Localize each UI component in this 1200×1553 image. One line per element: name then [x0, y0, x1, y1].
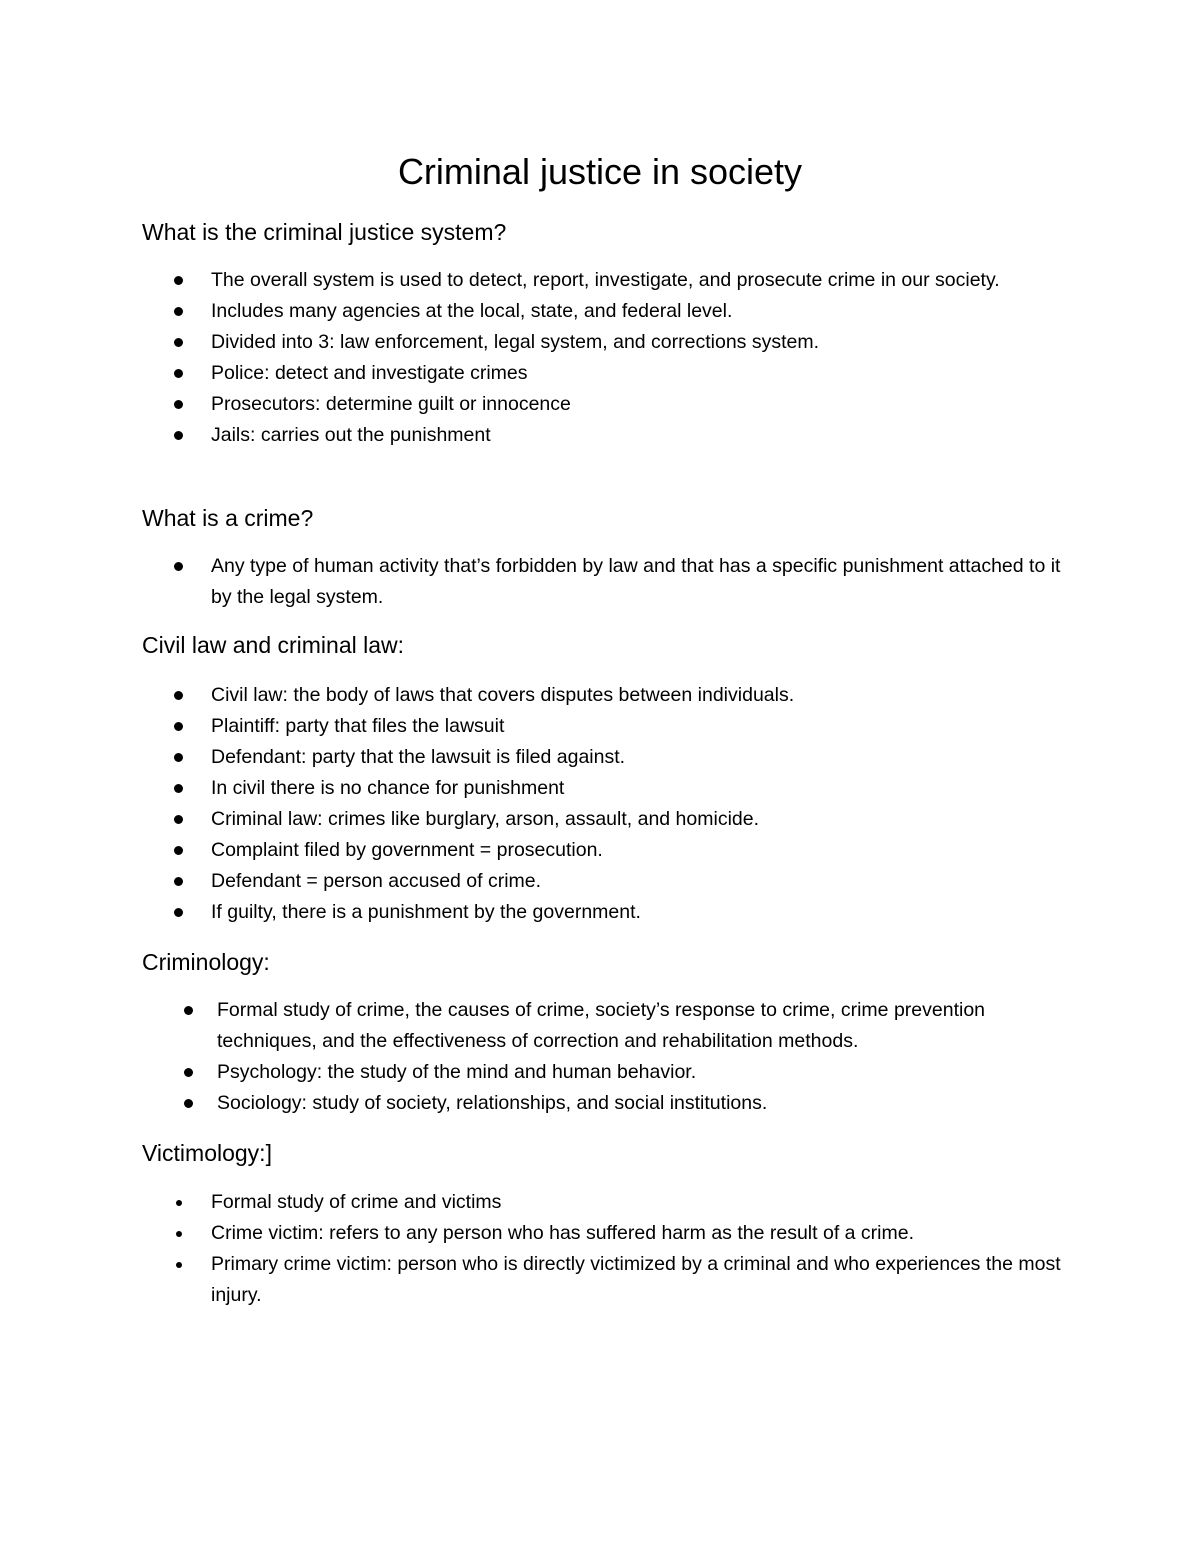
bullet-icon [184, 1099, 193, 1108]
bullet-list [0, 265, 1071, 451]
list-item-text: Defendant = person accused of crime. [211, 870, 542, 892]
list-item [0, 897, 1071, 928]
bullet-icon [174, 877, 183, 886]
bullet-icon [174, 722, 183, 731]
bullet-icon [176, 1262, 182, 1268]
list-item-text: Primary crime victim: person who is directly victimized by a criminal and who experiences the most injury. [211, 1253, 1061, 1306]
list-item [0, 327, 1071, 358]
list-item-text: Police: detect and investigate crimes [211, 362, 528, 384]
list-item-text: Complaint filed by government = prosecution. [211, 839, 603, 861]
list-item [0, 1249, 1071, 1311]
list-item [0, 711, 1071, 742]
bullet-icon [174, 562, 183, 571]
document-title: Criminal justice in society [397, 151, 803, 192]
section-heading: Civil law and criminal law: [142, 632, 405, 658]
bullet-icon [174, 400, 183, 409]
bullet-icon [174, 276, 183, 285]
list-item-text: Includes many agencies at the local, state, and federal level. [211, 300, 733, 322]
list-item [0, 1187, 1071, 1218]
list-item [0, 389, 1071, 420]
list-item-text: Divided into 3: law enforcement, legal system, and corrections system. [211, 331, 820, 353]
bullet-icon [176, 1231, 182, 1237]
list-item-text: In civil there is no chance for punishment [211, 777, 565, 799]
bullet-icon [174, 846, 183, 855]
list-item [0, 1057, 1077, 1088]
bullet-icon [174, 338, 183, 347]
list-item [0, 358, 1071, 389]
list-item [0, 420, 1071, 451]
section-heading: What is a crime? [142, 505, 314, 531]
section-heading: Criminology: [142, 949, 270, 975]
list-item [0, 1088, 1077, 1119]
list-item-text: If guilty, there is a punishment by the government. [211, 901, 641, 923]
section-heading: Victimology:] [142, 1140, 272, 1166]
list-item [0, 835, 1071, 866]
list-item-text: Jails: carries out the punishment [211, 424, 491, 446]
bullet-icon [176, 1200, 182, 1206]
list-item [0, 680, 1071, 711]
bullet-icon [174, 369, 183, 378]
bullet-icon [184, 1068, 193, 1077]
list-item [0, 296, 1071, 327]
list-item [0, 995, 1077, 1057]
bullet-icon [174, 753, 183, 762]
list-item [0, 265, 1071, 296]
list-item-text: Formal study of crime and victims [211, 1191, 502, 1213]
list-item-text: Plaintiff: party that files the lawsuit [211, 715, 505, 737]
bullet-icon [174, 815, 183, 824]
bullet-icon [184, 1006, 193, 1015]
list-item-text: Defendant: party that the lawsuit is filed against. [211, 746, 626, 768]
list-item-text: Any type of human activity that’s forbidden by law and that has a specific punishment attached to it by the legal system. [211, 555, 1061, 608]
list-item-text: Prosecutors: determine guilt or innocence [211, 393, 571, 415]
list-item-text: Crime victim: refers to any person who has suffered harm as the result of a crime. [211, 1222, 914, 1244]
bullet-list [0, 995, 1077, 1119]
list-item-text: Psychology: the study of the mind and human behavior. [217, 1061, 697, 1083]
bullet-icon [174, 691, 183, 700]
bullet-icon [174, 307, 183, 316]
list-item-text: Formal study of crime, the causes of crime, society’s response to crime, crime prevention techniques, and the effectiveness of correction and rehabilitation methods. [217, 999, 986, 1052]
bullet-icon [174, 784, 183, 793]
list-item [0, 866, 1071, 897]
list-item [0, 804, 1071, 835]
list-item-text: Criminal law: crimes like burglary, arson, assault, and homicide. [211, 808, 760, 830]
bullet-list [0, 1187, 1071, 1311]
bullet-list [0, 680, 1071, 928]
list-item-text: Sociology: study of society, relationships, and social institutions. [217, 1092, 768, 1114]
list-item [0, 742, 1071, 773]
bullet-icon [174, 431, 183, 440]
list-item-text: Civil law: the body of laws that covers disputes between individuals. [211, 684, 795, 706]
list-item [0, 1218, 1071, 1249]
section-heading: What is the criminal justice system? [142, 219, 507, 245]
bullet-icon [174, 908, 183, 917]
list-item-text: The overall system is used to detect, report, investigate, and prosecute crime in our society. [211, 269, 1000, 291]
list-item [0, 551, 1071, 613]
bullet-list [0, 551, 1071, 613]
list-item [0, 773, 1071, 804]
